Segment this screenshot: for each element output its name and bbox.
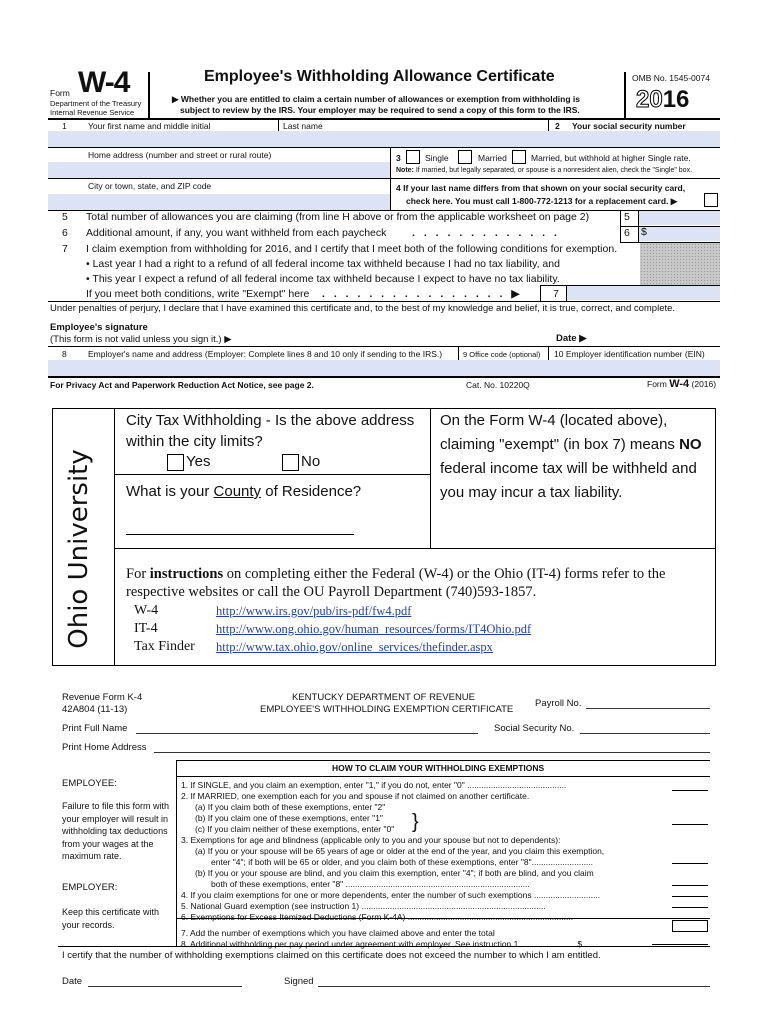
yes-label: Yes [186,453,211,470]
married-higher-label: Married, but withhold at higher Single rate. [531,153,691,163]
exempt-note-1: On the Form W-4 (located above), [440,412,668,429]
ky-line-3: 3. Exemptions for age and blindness (applicable only to you and your spouse but not to dependents): [181,835,561,845]
ky-line-6: 6. Exemptions for Excess Itemized Deductions (Form K-4A) ...................................................................... [181,912,574,922]
line6-label: Additional amount, if any, you want withheld from each paycheck [86,227,387,239]
allowances-field[interactable] [639,211,720,225]
married-label: Married [478,153,507,163]
marital-note: Note: If married, but legally separated, or spouse is a nonresident alien, check the "Single" box. [396,167,693,174]
line2-label: Your social security number [572,121,686,131]
ky-line-1: 1. If SINGLE, and you claim an exemption, enter "1," if you do not, enter "0" .......................................... [181,780,567,790]
failure-note: Failure to file this form with your employer will result in withholding tax deductions from your wages at the maximum rate. [62,801,170,861]
link-label-it4: IT-4 [134,621,158,636]
line3-number: 3 [396,153,401,163]
city-label: City or town, state, and ZIP code [88,181,212,191]
line7-number: 7 [62,243,68,255]
county-answer-line[interactable] [126,534,354,535]
link-tax-finder[interactable]: http://www.tax.ohio.gov/online_services/thefinder.aspx [216,640,493,654]
home-address-label: Home address (number and street or rural route) [88,150,272,160]
revenue-form-code: 42A804 (11-13) [62,704,128,715]
brace: } [412,811,419,833]
line4-instruction: check here. You must call 1-800-772-1213 for a replacement card. ▶ [406,196,678,206]
instructions-text-2: respective websites or call the OU Payroll Department (740)593-1857. [126,584,537,600]
privacy-notice: For Privacy Act and Paperwork Reduction Act Notice, see page 2. [50,380,314,390]
ky-line-4: 4. If you claim exemptions for one or more dependents, enter the number of such exemptions ............................ [181,890,601,900]
box5-number: 5 [624,211,630,223]
keep-note: Keep this certificate with your records. [62,907,160,930]
employer-heading: EMPLOYER: [62,882,118,893]
home-address-field[interactable] [48,162,390,178]
dollar-sign: $ [641,226,647,238]
single-label: Single [425,153,449,163]
ky-line-7: 7. Add the number of exemptions which you have claimed above and enter the total [181,928,495,938]
perjury-statement: Under penalties of perjury, I declare that I have examined this certificate and, to the best of my knowledge and belief, it is true, correct, and complete. [50,303,676,314]
ky-line-3a-cont: enter "4"; if both will be 65 or older, and you claim both of these exemptions, enter "8".......................... [211,857,594,867]
ky-answer-2[interactable] [672,824,708,825]
print-name-field[interactable] [136,733,478,734]
name-ssn-field[interactable] [48,131,720,147]
line4-label: 4 If your last name differs from that shown on your social security card, [396,183,686,193]
city-tax-question: City Tax Withholding - Is the above address [126,412,415,429]
ky-date-field[interactable] [88,986,242,987]
date-label: Date ▶ [556,333,587,344]
link-w4[interactable]: http://www.irs.gov/pub/irs-pdf/fw4.pdf [216,604,412,618]
tax-year: 2016 [636,86,690,113]
ky-answer-3a[interactable] [672,863,708,864]
ky-answer-8[interactable] [652,944,708,945]
single-checkbox[interactable] [406,150,420,164]
ky-line-5: 5. National Guard exemption (see instruction 1) .............................................................................. [181,901,546,911]
ssn-field[interactable] [580,733,710,734]
ky-line-8: 8. Additional withholding per pay period under agreement with employer. See instruction 1 ........................$ [181,939,583,949]
ky-answer-4[interactable] [672,896,708,897]
ky-line-3b: (b) If you or your spouse are blind, and you claim this exemption, enter "4"; if both are blind, and you claim [195,868,594,878]
line10-label: 10 Employer identification number (EIN) [554,349,705,359]
form-number: W-4 [78,66,130,99]
employer-field[interactable] [48,360,720,376]
signature-note: (This form is not valid unless you sign it.) ▶ [50,334,232,345]
ky-answer-1[interactable] [672,790,708,791]
ky-exemption-lines [181,780,604,950]
form-subtitle-2: subject to review by the IRS. Your employer may be required to send a copy of this form to the IRS. [180,105,580,115]
box6-number: 6 [624,227,630,239]
last-name-label: Last name [283,121,323,131]
city-tax-question-2: within the city limits? [126,433,263,450]
ky-department: KENTUCKY DEPARTMENT OF REVENUE [292,692,475,703]
how-to-claim-heading: HOW TO CLAIM YOUR WITHHOLDING EXEMPTIONS [332,763,545,773]
ky-answer-3b[interactable] [672,885,708,886]
line7-bullet-1: • Last year I had a right to a refund of all federal income tax withheld because I had no tax liability, and [86,258,560,270]
employee-heading: EMPLOYEE: [62,778,117,789]
line6-number: 6 [62,227,68,239]
print-address-field[interactable] [154,752,710,753]
ohio-university-label: Ohio University [64,449,94,649]
ky-line-3a: (a) If you or your spouse will be 65 years of age or older at the end of the year, and you claim this exemption, [195,846,605,856]
ky-line-2c: (c) If you claim neither of these exemptions, enter "0" [195,824,395,834]
ky-answer-6[interactable] [672,918,708,919]
ky-answer-5[interactable] [672,907,708,908]
line2-number: 2 [555,121,560,131]
exempt-field[interactable] [567,286,720,300]
line7-condition: If you meet both conditions, write "Exempt" here [86,288,310,300]
ky-line-2: 2. If MARRIED, one exemption each for you and spouse if not claimed on another certificate. [181,791,530,801]
ky-certify: I certify that the number of withholding exemptions claimed on this certificate does not exceed the number to which I am entitled. [62,950,601,961]
line7-bullet-2: • This year I expect a refund of all federal income tax withheld because I expect to have no tax liability. [86,273,560,285]
additional-amount-field[interactable] [639,227,720,241]
ky-signed-label: Signed [284,976,314,987]
shaded-area [640,243,720,285]
form-title: Employee's Withholding Allowance Certificate [204,68,555,85]
revenue-form-label: Revenue Form K-4 [62,692,143,703]
payroll-label: Payroll No. [535,698,582,709]
ssn-label: Social Security No. [494,723,575,734]
ky-date-label: Date [62,976,83,987]
line5-number: 5 [62,211,68,223]
yes-checkbox[interactable] [167,454,184,471]
form-subtitle-1: ▶ Whether you are entitled to claim a certain number of allowances or exemption from withholding is [172,94,580,104]
line7-label: I claim exemption from withholding for 2016, and I certify that I meet both of the following conditions for exemption. [86,243,618,255]
no-label: No [301,453,321,470]
form-word: Form [50,88,70,98]
signature-label: Employee's signature [50,322,148,333]
dept-irs: Internal Revenue Service [50,108,135,117]
name-differs-checkbox[interactable] [704,193,718,207]
print-name-label: Print Full Name [62,723,128,734]
line1-label: Your first name and middle initial [88,121,211,131]
ky-total-box[interactable] [672,920,708,932]
ky-signature-field[interactable] [318,986,710,987]
payroll-field[interactable] [586,708,710,709]
city-field[interactable] [48,194,390,210]
box7-number: 7 [553,288,559,300]
form-footer: Form W-4 (2016) [647,378,717,390]
print-address-label: Print Home Address [62,742,147,753]
link-label-w4: W-4 [134,603,159,618]
line7-dots: . . . . . . . . . . . . . . . . ▶ [322,288,523,300]
exempt-note-3: federal income tax will be withheld and [440,460,697,477]
link-it4[interactable]: http://www.ong.ohio.gov/human_resources/forms/IT4Ohio.pdf [216,622,532,636]
county-question: What is your County of Residence? [126,483,362,500]
omb-number: OMB No. 1545-0074 [632,73,710,83]
line8-number: 8 [62,349,67,359]
ky-line-2a: (a) If you claim both of these exemptions, enter "2" [195,802,386,812]
ky-line-3b-cont: both of these exemptions, enter "8" .............................................................................. [211,879,530,889]
line5-label: Total number of allowances you are claiming (from line H above or from the applicable worksheet on page 2) [86,211,590,223]
married-checkbox[interactable] [458,150,472,164]
line9-label: 9 Office code (optional) [463,350,541,359]
exempt-note-2: claiming "exempt" (in box 7) means NO [440,436,702,453]
link-label-tax-finder: Tax Finder [134,639,195,654]
line8-label: Employer's name and address (Employer: Complete lines 8 and 10 only if sending to the IRS.) [88,349,443,359]
married-higher-checkbox[interactable] [512,150,526,164]
dept-treasury: Department of the Treasury [50,99,142,108]
line1-number: 1 [62,121,67,131]
ky-line-2b: (b) If you claim one of these exemptions, enter "1" [195,813,383,823]
exempt-note-4: you may incur a tax liability. [440,484,623,501]
instructions-text: For instructions on completing either the Federal (W-4) or the Ohio (IT-4) forms refer to the [126,566,666,582]
no-checkbox[interactable] [282,454,299,471]
line6-dots: . . . . . . . . . . . . . [412,227,560,239]
catalog-number: Cat. No. 10220Q [466,380,530,390]
ky-form-title: EMPLOYEE'S WITHHOLDING EXEMPTION CERTIFICATE [260,704,514,715]
